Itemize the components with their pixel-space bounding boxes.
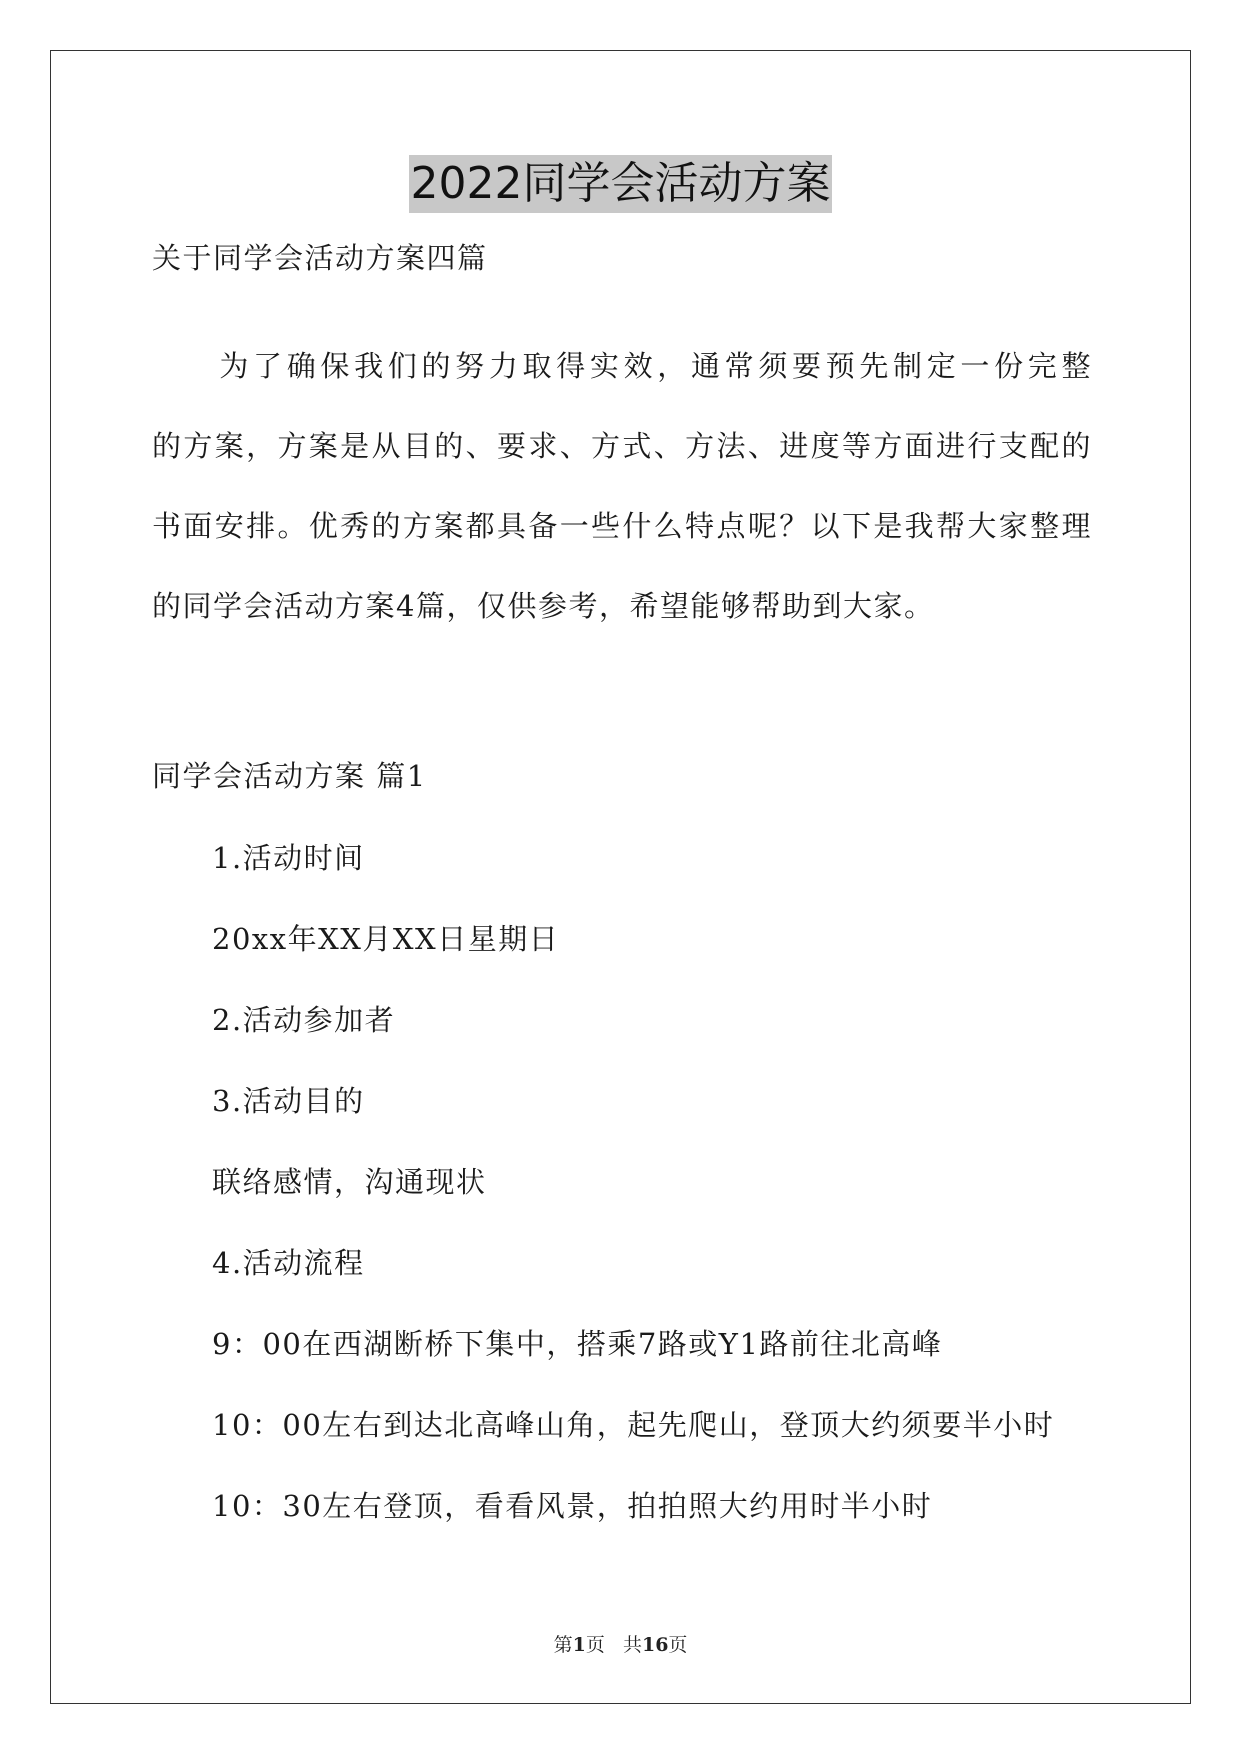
body-line: 3.活动目的 xyxy=(212,1084,365,1118)
body-line: 10：00左右到达北高峰山角，起先爬山，登顶大约须要半小时 xyxy=(212,1408,1055,1442)
page-footer xyxy=(0,1632,1241,1658)
body-line: 2.活动参加者 xyxy=(212,1003,396,1037)
body-line: 9：00在西湖断桥下集中，搭乘7路或Y1路前往北高峰 xyxy=(212,1327,943,1361)
page-number: 1 xyxy=(572,1634,586,1656)
body-line: 10：30左右登顶，看看风景，拍拍照大约用时半小时 xyxy=(212,1489,933,1523)
total-prefix: 共 xyxy=(622,1634,642,1656)
total-suffix: 页 xyxy=(668,1634,688,1656)
body-line: 1.活动时间 xyxy=(212,841,365,875)
body-line: 联络感情，沟通现状 xyxy=(212,1165,487,1199)
total-pages: 16 xyxy=(641,1634,669,1656)
document-title: 2022同学会活动方案 xyxy=(409,155,833,213)
intro-line: 的方案，方案是从目的、要求、方式、方法、进度等方面进行支配的 xyxy=(152,429,1092,463)
title-container xyxy=(0,155,1241,213)
intro-paragraph xyxy=(152,346,1092,666)
page-prefix: 第 xyxy=(553,1634,573,1656)
body-line: 4.活动流程 xyxy=(212,1246,365,1280)
intro-line: 为了确保我们的努力取得实效，通常须要预先制定一份完整 xyxy=(152,349,1092,383)
intro-line: 书面安排。优秀的方案都具备一些什么特点呢？以下是我帮大家整理 xyxy=(152,509,1092,543)
intro-line: 的同学会活动方案4篇，仅供参考，希望能够帮助到大家。 xyxy=(152,589,935,623)
document-subtitle: 关于同学会活动方案四篇 xyxy=(152,241,488,275)
page-suffix: 页 xyxy=(585,1634,605,1656)
section-heading: 同学会活动方案 篇1 xyxy=(152,759,427,793)
body-line: 20xx年XX月XX日星期日 xyxy=(212,922,560,956)
